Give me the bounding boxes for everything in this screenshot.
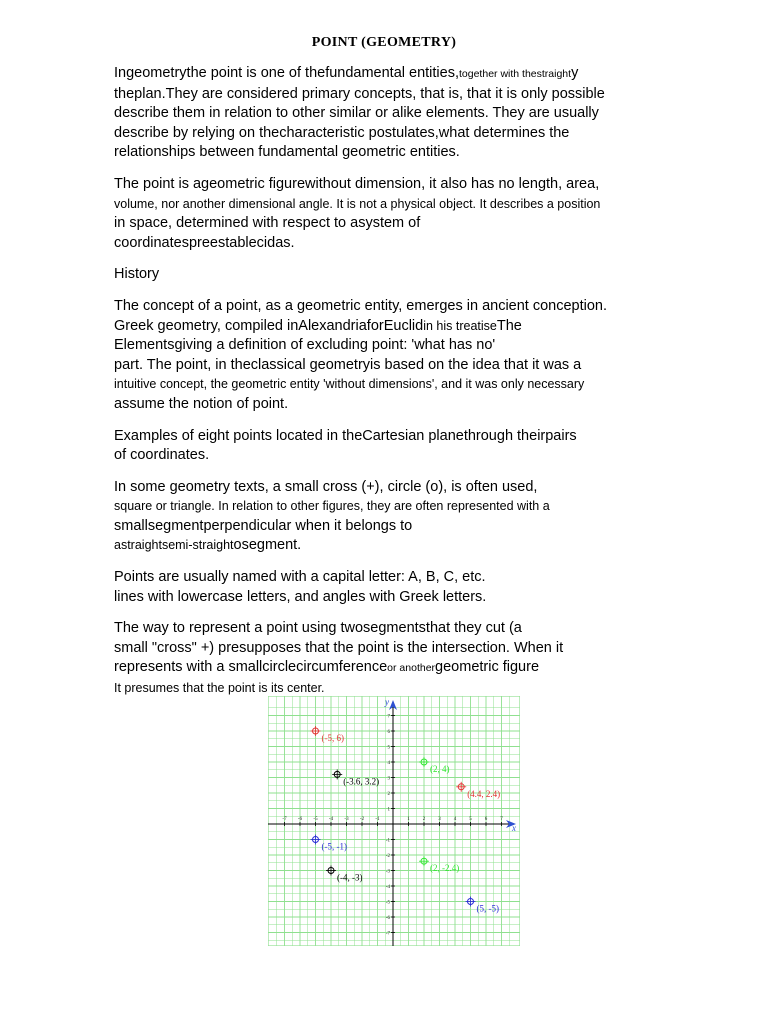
x-tick-label: -3 [344,817,349,822]
text-line: describe by relying on thecharacteristic postulates,what determines the [114,124,570,141]
text-line: It presumes that the point is its center. [114,681,325,696]
text-line: represents with a smallcirclecircumference [114,659,388,676]
paragraph-naming [114,568,674,607]
x-tick-label: 6 [484,817,488,822]
x-tick-label: 7 [500,817,503,822]
data-point-label: (-5, 6) [321,733,344,743]
paragraph-symbols [114,478,674,556]
text-line: part. The point, in theclassical geometryis based on the idea that it was a [114,356,582,373]
text-line: geometric figure [435,659,540,676]
text-line: assume the notion of point. [114,395,289,412]
text-line: Points are usually named with a capital letter: A, B, C, etc. [114,569,486,586]
text-line: The point is ageometric figurewithout dimension, it also has no length, area, [114,175,600,192]
x-tick-label: 3 [438,817,441,822]
y-tick-label: -5 [385,900,390,906]
y-tick-label: -3 [385,869,390,875]
text-line: theplan.They are considered primary concepts, that is, that it is only possible [114,85,605,102]
paragraph-history [114,297,674,415]
y-tick-label: -1 [385,838,390,844]
section-heading-history [114,265,674,285]
x-tick-label: -4 [328,817,334,822]
y-tick-label: 7 [387,714,390,720]
text-line: intuitive concept, the geometric entity 'without dimensions', and it was only necessary [114,377,585,392]
document-body [114,64,674,711]
text-line: of coordinates. [114,447,210,464]
x-tick-label: -5 [313,817,318,822]
y-tick-label: 2 [387,792,390,797]
paragraph-definition [114,175,674,253]
text-line: together with thestraight [459,68,572,80]
x-tick-label: 4 [453,817,457,822]
text-line: The [496,317,522,334]
text-line: Ingeometrythe point is one of thefundamental entities, [114,65,459,81]
x-axis-label: x [512,823,516,833]
text-line: Examples of eight points located in theCartesian planethrough theirpairs [114,427,577,444]
text-line: Greek geometry, compiled inAlexandriaforEuclid [114,317,424,334]
y-tick-label: 4 [387,761,390,766]
x-tick-label: -2 [359,817,365,822]
y-tick-label: 5 [387,745,390,751]
x-tick-label: 5 [469,817,472,822]
data-point-label: (-3.6, 3.2) [343,776,380,787]
text-line: astraightsemi-straight [114,538,234,553]
text-line: describe them in relation to other similar or alike elements. They are usually [114,105,599,122]
y-tick-label: 6 [387,730,390,735]
data-point-label: (2, -2.4) [430,863,460,874]
x-tick-label: 2 [422,817,426,822]
x-tick-label: -6 [297,817,303,822]
text-line: in his treatise [423,318,497,333]
y-tick-label: -2 [385,854,390,859]
text-line: The way to represent a point using twosegmentsthat they cut (a [114,620,522,637]
x-tick-label: -7 [282,817,287,822]
data-point-label: (-5, -1) [321,841,347,852]
paragraph-examples [114,427,674,466]
text-line: in space, determined with respect to asystem of [114,215,421,232]
text-line: or another [387,662,436,675]
y-tick-label: -4 [385,885,390,890]
y-tick-label: -6 [385,916,390,921]
paragraph-intro [114,64,674,163]
text-line: History [114,266,160,283]
text-line: coordinatespreestablecidas. [114,234,295,251]
cartesian-plane-chart [268,696,520,946]
text-line: lines with lowercase letters, and angles with Greek letters. [114,588,487,605]
data-point-label: (4.4, 2.4) [467,788,501,799]
x-tick-label: 1 [407,817,410,822]
y-tick-label: 1 [387,807,390,813]
y-axis-label: y [385,697,389,707]
text-line: The concept of a point, as a geometric entity, emerges in ancient conception. [114,297,608,314]
data-point-label: (-4, -3) [337,872,363,883]
page-title: POINT (GEOMETRY) [311,35,457,50]
text-line: relationships between fundamental geometric entities. [114,144,460,161]
text-line: smallsegmentperpendicular when it belongs to [114,517,413,534]
text-line: osegment. [233,537,302,554]
text-line: Elementsgiving a definition of excluding point: 'what has no' [114,337,496,354]
y-tick-label: -7 [385,931,390,937]
text-line: y [571,65,579,81]
data-point-label: (2, 4) [430,764,450,774]
data-point-label: (5, -5) [476,903,499,914]
y-tick-label: 3 [387,776,390,782]
text-line: volume, nor another dimensional angle. It is not a physical object. It describes a position [114,196,601,211]
text-line: square or triangle. In relation to other figures, they are often represented with a [114,499,550,514]
x-tick-label: -1 [375,817,380,822]
text-line: small "cross" +) presupposes that the point is the intersection. When it [114,639,564,656]
text-line: In some geometry texts, a small cross (+), circle (o), is often used, [114,478,538,495]
paragraph-representation [114,619,674,698]
